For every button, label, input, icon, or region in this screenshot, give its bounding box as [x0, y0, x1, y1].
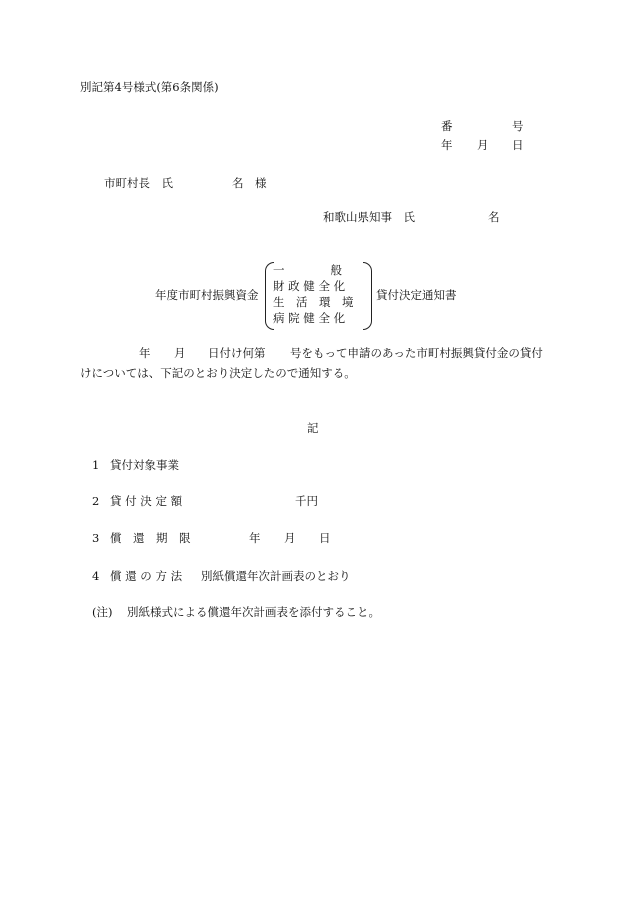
body-line2: けについては、下記のとおり決定したので通知する。 — [80, 366, 356, 380]
item-3-day: 日 — [319, 531, 331, 545]
sender-name-label: 名 — [488, 210, 500, 224]
date-month: 月 — [477, 138, 489, 152]
body-year: 年 — [139, 346, 151, 360]
item-1-number: 1 — [92, 458, 100, 472]
title-suffix: 貸付決定通知書 — [376, 288, 457, 302]
title-prefix: 年度市町村振興資金 — [155, 288, 259, 302]
date-day: 日 — [512, 138, 524, 152]
item-4-number: 4 — [92, 569, 100, 583]
item-3-month: 月 — [284, 531, 296, 545]
item-4-value: 別紙償還年次計画表のとおり — [201, 569, 351, 583]
item-3-label: 償 還 期 限 — [110, 531, 191, 545]
note-text: 別紙様式による償還年次計画表を添付すること。 — [127, 605, 380, 619]
body-month: 月 — [174, 346, 186, 360]
form-label: 別記第4号様式(第6条関係) — [80, 80, 219, 94]
item-3-number: 3 — [92, 531, 100, 545]
addressee-honorific: 様 — [255, 176, 267, 190]
item-2-value: 千円 — [295, 494, 318, 508]
fund-type-fiscal: 財 政 健 全 化 — [273, 279, 346, 293]
fund-type-general: 一 般 — [273, 263, 342, 277]
note-mark: (注) — [92, 605, 113, 619]
item-2-label: 貸 付 決 定 額 — [110, 494, 183, 508]
number-ban: 番 — [441, 119, 453, 133]
body-day-ref: 日付け何第 — [208, 346, 266, 360]
body-line1-rest: 号をもって申請のあった市町村振興貸付金の貸付 — [290, 346, 543, 360]
addressee-name-label: 名 — [232, 176, 244, 190]
number-go: 号 — [512, 119, 524, 133]
ki-heading: 記 — [307, 421, 319, 435]
fund-type-living: 生 活 環 境 — [273, 295, 354, 309]
item-2-number: 2 — [92, 494, 100, 508]
sender-title: 和歌山県知事 氏 — [323, 210, 415, 224]
item-3-year: 年 — [249, 531, 261, 545]
item-1-label: 貸付対象事業 — [110, 458, 179, 472]
item-4-label: 償 還 の 方 法 — [110, 569, 183, 583]
date-year: 年 — [441, 138, 453, 152]
addressee-title: 市町村長 氏 — [104, 176, 173, 190]
right-paren-bracket — [363, 262, 372, 330]
fund-type-hospital: 病 院 健 全 化 — [273, 311, 346, 325]
